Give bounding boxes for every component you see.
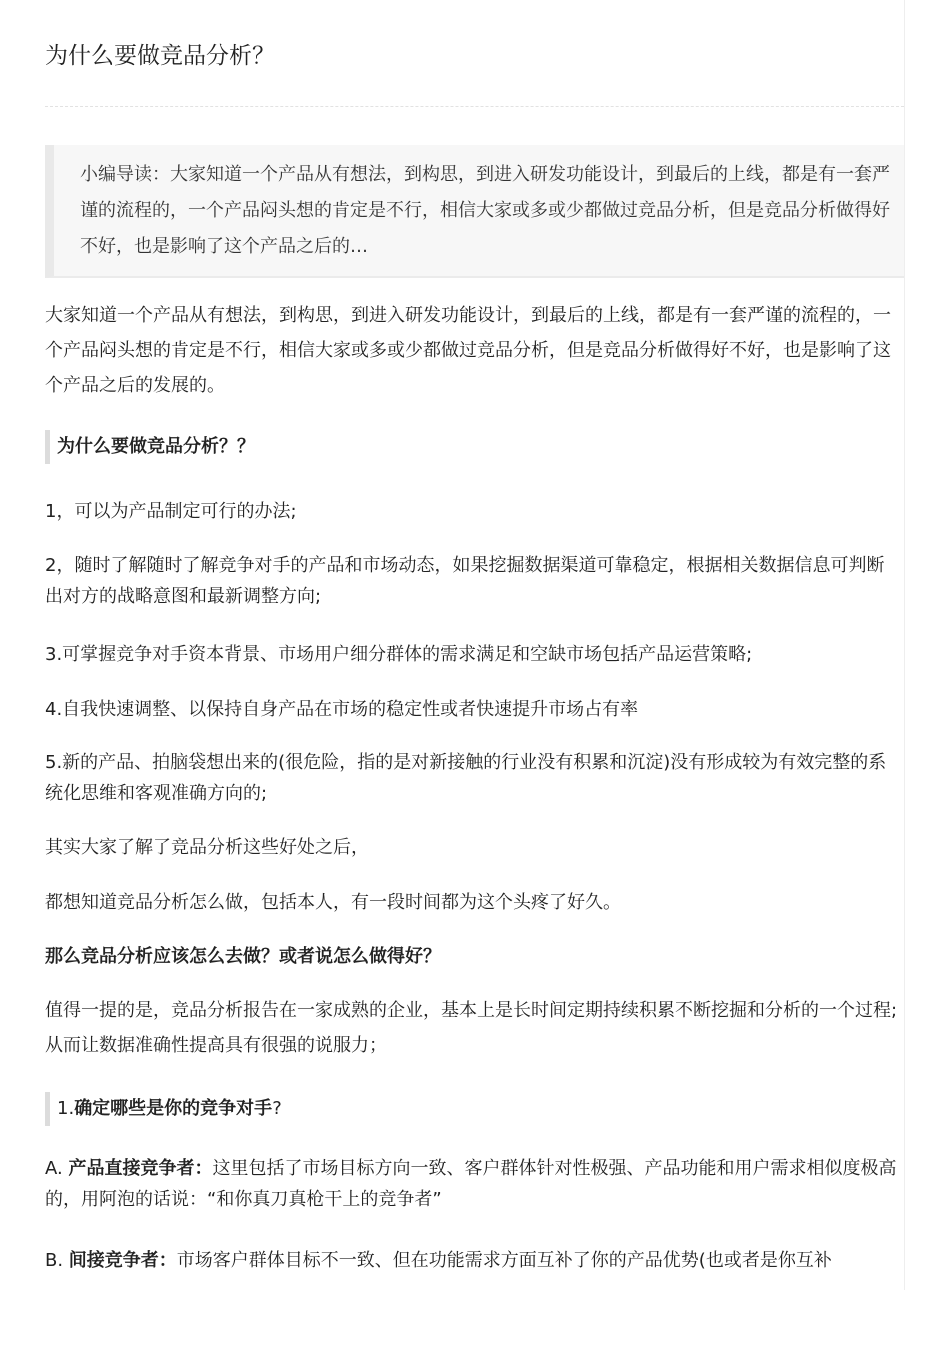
item-a: [45, 1153, 901, 1215]
article-title: 为什么要做竞品分析？: [45, 43, 275, 69]
item-a-lead: 产品直接竞争者：: [68, 1158, 213, 1179]
intro-paragraph: 大家知道一个产品从有想法，到构思，到进入研发功能设计，到最后的上线，都是有一套严谨的流程的，一个产品闷头想的肯定是不行，相信大家或多或少都做过竞品分析，但是竞品分析做得好不好，也是影响了这个产品之后的发展的。: [45, 305, 891, 396]
paragraph-benefit: 其实大家了解了竞品分析这些好处之后，: [45, 837, 369, 858]
point-3: 3.可掌握竞争对手资本背景、市场用户细分群体的需求满足和空缺市场包括产品运营策略;: [45, 644, 753, 665]
point-5: 5.新的产品、拍脑袋想出来的(很危险，指的是对新接触的行业没有积累和沉淀)没有形成较为有效完整的系统化思维和客观准确方向的;: [45, 752, 887, 804]
section-1-number: 1.: [57, 1098, 75, 1119]
section-1-tail: ?: [272, 1098, 282, 1119]
title-divider: [45, 106, 904, 107]
heading-how: 那么竞品分析应该怎么去做？或者说怎么做得好？: [45, 946, 441, 967]
article: [45, 0, 905, 1290]
section-1-heading: [45, 1092, 901, 1126]
item-a-prefix: A.: [45, 1158, 69, 1179]
item-a-text: 这里包括了市场目标方向一致、客户群体针对性极强、产品功能和用户需求相似度极高的，用阿泡的话说：“和你真刀真枪干上的竞争者”: [45, 1158, 897, 1210]
point-1: 1，可以为产品制定可行的办法;: [45, 501, 297, 522]
point-2: 2，随时了解随时了解竞争对手的产品和市场动态，如果挖掘数据渠道可靠稳定，根据相关数据信息可判断出对方的战略意图和最新调整方向;: [45, 555, 885, 607]
item-b-prefix: B.: [45, 1250, 69, 1271]
heading-why: 为什么要做竞品分析？？: [45, 430, 901, 464]
section-1-label: 确定哪些是你的竞争对手: [74, 1098, 273, 1119]
paragraph-headache: 都想知道竞品分析怎么做，包括本人，有一段时间都为这个头疼了好久。: [45, 892, 621, 913]
abstract-text: 小编导读：大家知道一个产品从有想法，到构思，到进入研发功能设计，到最后的上线，都是有一套严谨的流程的，一个产品闷头想的肯定是不行，相信大家或多或少都做过竞品分析，但是竞品分析做得好不好，也是影响了这个产品之后的…: [80, 164, 890, 257]
item-b-lead: 间接竞争者：: [68, 1250, 177, 1271]
abstract-box: [45, 145, 904, 278]
item-b: [45, 1243, 901, 1278]
item-b-text: 市场客户群体目标不一致、但在功能需求方面互补了你的产品优势(也或者是你互补: [176, 1250, 832, 1271]
point-4: 4.自我快速调整、以保持自身产品在市场的稳定性或者快速提升市场占有率: [45, 699, 639, 720]
paragraph-process: 值得一提的是，竞品分析报告在一家成熟的企业，基本上是长时间定期持续积累不断挖掘和分析的一个过程;从而让数据准确性提高具有很强的说服力；: [45, 1000, 898, 1056]
